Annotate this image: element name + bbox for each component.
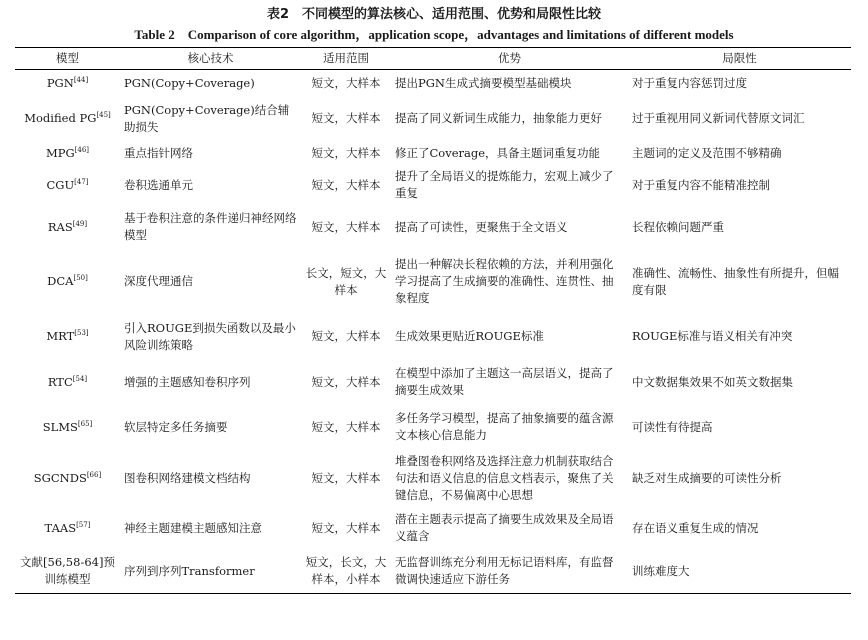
model-name: SLMS <box>42 419 78 434</box>
cell-scope: 短文，大样本 <box>311 374 381 389</box>
cell-model <box>15 450 120 507</box>
model-reference: [46] <box>74 145 90 154</box>
cell-model <box>15 97 120 141</box>
cell-advantages: 堆叠图卷积网络及选择注意力机制获取结合句法和语义信息的信息文档表示，聚焦了关键信息，不易偏离中心思想 <box>395 453 614 502</box>
model-name: SGCNDS <box>33 470 87 485</box>
cell-advantages: 多任务学习模型，提高了抽象摘要的蕴含源文本核心信息能力 <box>395 411 614 442</box>
cell-advantages: 提高了可读性，更聚焦于全文语义 <box>395 219 568 234</box>
cell-limitations: 对于重复内容惩罚过度 <box>632 75 747 90</box>
table-row <box>15 141 851 166</box>
cell-scope: 短文，大样本 <box>311 520 381 535</box>
cell-scope: 短文，大样本 <box>311 329 381 343</box>
cell-limitations: 训练难度大 <box>628 550 851 594</box>
comparison-table <box>15 47 851 594</box>
table-row <box>15 97 851 141</box>
table-row <box>15 166 851 205</box>
model-name: RAS <box>47 219 73 234</box>
header-advantages: 优势 <box>391 48 628 70</box>
header-core-technology: 核心技术 <box>120 48 301 70</box>
cell-limitations: 对于重复内容不能精准控制 <box>632 177 770 192</box>
cell-core-technology: 序列到序列Transformer <box>120 550 301 594</box>
cell-model <box>15 314 120 360</box>
cell-limitations: 主题词的定义及范围不够精确 <box>632 145 782 160</box>
cell-model <box>15 405 120 450</box>
cell-core-technology: 重点指针网络 <box>124 145 193 160</box>
model-name: RTC <box>47 374 73 389</box>
cell-model <box>15 166 120 205</box>
cell-advantages: 在模型中添加了主题这一高层语义，提高了摘要生成效果 <box>395 366 614 397</box>
cell-limitations: 存在语义重复生成的情况 <box>632 520 759 535</box>
model-reference: [53] <box>74 329 89 338</box>
cell-core-technology: 图卷积网络建模文档结构 <box>124 470 251 485</box>
cell-scope: 短文，大样本 <box>311 177 381 192</box>
cell-model <box>15 507 120 550</box>
cell-model <box>15 550 120 594</box>
table-row <box>15 250 851 314</box>
table-row <box>15 450 851 507</box>
cell-limitations: 缺乏对生成摘要的可读性分析 <box>632 470 782 485</box>
cell-model <box>15 205 120 250</box>
cell-advantages: 潜在主题表示提高了摘要生成效果及全局语义蕴含 <box>395 512 614 543</box>
model-reference: [49] <box>72 219 88 228</box>
cell-core-technology: 引入ROUGE到损失函数以及最小风险训练策略 <box>124 320 296 352</box>
table-row <box>15 314 851 360</box>
cell-model <box>15 360 120 405</box>
table-row <box>15 405 851 450</box>
table-row <box>15 360 851 405</box>
cell-scope: 短文，大样本 <box>311 111 381 125</box>
cell-limitations: 可读性有待提高 <box>632 419 713 434</box>
model-reference: [57] <box>76 520 91 529</box>
cell-scope: 短文，大样本 <box>311 470 381 485</box>
table-body <box>15 70 851 594</box>
cell-core-technology: PGN(Copy+Coverage)结合辅助损失 <box>124 102 290 134</box>
cell-scope: 短文，长文，大样本，小样本 <box>301 550 391 594</box>
cell-scope: 长文，短文，大样本 <box>305 265 387 297</box>
cell-scope: 短文，大样本 <box>311 145 381 160</box>
cell-advantages: 提出一种解决长程依赖的方法，并利用强化学习提高了生成摘要的准确性、连贯性、抽象程度 <box>395 257 614 305</box>
cell-limitations: 过于重视用同义新词代替原文词汇 <box>632 111 805 125</box>
model-name: PGN <box>46 75 74 90</box>
header-model: 模型 <box>15 48 120 70</box>
table-caption-en: Table 2 Comparison of core algorithm，application scope，advantages and limitations of different models <box>134 27 734 42</box>
cell-scope: 短文，大样本 <box>311 219 381 234</box>
table-row <box>15 205 851 250</box>
model-reference: [44] <box>73 75 89 84</box>
model-reference: [54] <box>72 374 88 383</box>
cell-core-technology: 深度代理通信 <box>124 274 193 288</box>
model-name: Modified PG <box>24 111 97 125</box>
model-name: 文献[56,58-64]预训练模型 <box>20 555 115 587</box>
model-name: MRT <box>46 329 75 343</box>
model-name: MPG <box>45 145 75 160</box>
cell-core-technology: 基于卷积注意的条件递归神经网络模型 <box>124 211 297 242</box>
model-name: DCA <box>47 274 74 288</box>
header-limitations: 局限性 <box>628 48 851 70</box>
table-row <box>15 550 851 594</box>
model-reference: [50] <box>73 274 88 283</box>
cell-core-technology: 增强的主题感知卷积序列 <box>124 374 251 389</box>
cell-core-technology: 卷积选通单元 <box>124 177 193 192</box>
cell-advantages: 提升了全局语义的提炼能力，宏观上减少了重复 <box>395 169 614 200</box>
model-reference: [65] <box>77 419 93 428</box>
cell-limitations: 长程依赖问题严重 <box>632 219 724 234</box>
cell-core-technology: 软层特定多任务摘要 <box>124 419 228 434</box>
cell-model <box>15 70 120 97</box>
cell-limitations: 中文数据集效果不如英文数据集 <box>632 374 793 389</box>
cell-limitations: 准确性、流畅性、抽象性有所提升，但幅度有限 <box>632 265 839 297</box>
table-row <box>15 70 851 97</box>
table-caption-cn: 表2 不同模型的算法核心、适用范围、优势和局限性比较 <box>266 7 602 22</box>
cell-advantages: 无监督训练充分利用无标记语料库，有监督微调快速适应下游任务 <box>391 550 628 594</box>
model-reference: [66] <box>86 470 102 479</box>
cell-scope: 短文，大样本 <box>311 419 381 434</box>
cell-limitations: ROUGE标准与语义相关有冲突 <box>632 329 793 343</box>
cell-advantages: 提出PGN生成式摘要模型基础模块 <box>395 75 572 90</box>
table-header-row <box>15 48 851 70</box>
cell-advantages: 修正了Coverage，具备主题词重复功能 <box>395 145 601 160</box>
cell-model <box>15 250 120 314</box>
header-scope: 适用范围 <box>301 48 391 70</box>
model-reference: [45] <box>96 111 111 120</box>
cell-advantages: 提高了同义新词生成能力，抽象能力更好 <box>395 111 602 125</box>
cell-scope: 短文，大样本 <box>311 75 381 90</box>
model-name: TAAS <box>44 520 77 535</box>
model-reference: [47] <box>74 177 89 186</box>
cell-core-technology: PGN(Copy+Coverage) <box>124 75 255 90</box>
cell-advantages: 生成效果更贴近ROUGE标准 <box>395 329 544 343</box>
cell-core-technology: 神经主题建模主题感知注意 <box>124 520 262 535</box>
model-name: CGU <box>46 177 75 192</box>
table-row <box>15 507 851 550</box>
cell-model <box>15 141 120 166</box>
